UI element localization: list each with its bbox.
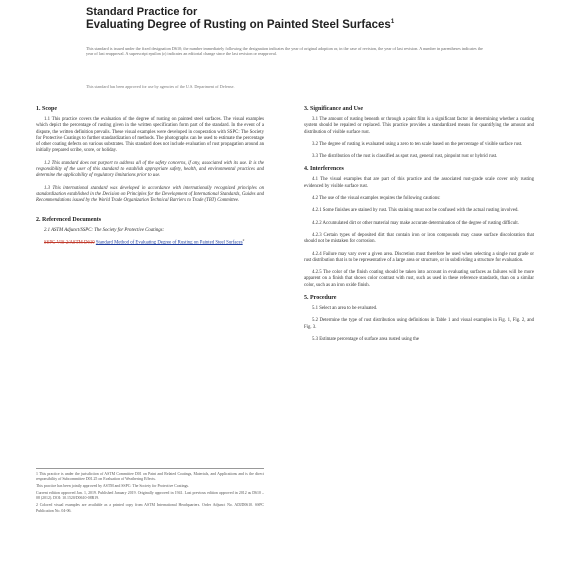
reference-2-1: 2.1 ASTM Adjunct/SSPC: The Society for Protective Coatings: xyxy=(44,227,165,233)
paragraph-5-1: 5.1 Select an area to be evaluated. xyxy=(312,306,378,312)
footnote-1: 1 This practice is under the jurisdiction of ASTM Committee D01 on Paint and Related Coatings, Materials, and Applications and is the direct responsibility of Subcommittee D01.25 on Evaluation of Weathering Effects. xyxy=(36,472,264,482)
paragraph-4-2-4: 4.2.4 Failure may vary over a given area. Discretion must therefore be used when selecting a single rust grade or rust distribution that is to be representative of a large area or structure, or in subdividing a structure for evaluation. xyxy=(304,251,534,263)
paragraph-4-2-3: 4.2.3 Certain types of deposited dirt that contain iron or iron compounds may cause surface discoloration that should not be mistaken for corrosion. xyxy=(304,232,534,245)
footnotes xyxy=(36,468,264,516)
footnote-2: 2 Colored visual examples are available as a printed copy from ASTM International Headquarters. Order Adjunct No. ADJD0610. SSPC Publication No. 04-06. xyxy=(36,503,264,513)
document-title xyxy=(86,19,394,31)
footnote-edition: Current edition approved Jan. 1, 2019. Published January 2019. Originally approved in 1941. Last previous edition approved in 2012 as D610 – 08 (2012). DOI: 10.1520/D0610-08R19. xyxy=(36,491,264,501)
title-text: Evaluating Degree of Rusting on Painted Steel Surfaces xyxy=(86,19,391,31)
reference-entry xyxy=(36,237,264,247)
section-heading-significance: 3. Significance and Use xyxy=(304,106,364,112)
title-footnote-marker: 1 xyxy=(390,19,395,26)
reference-footnote-marker: 2 xyxy=(242,237,245,242)
title-line-1: Standard Practice for xyxy=(86,6,198,18)
paragraph-4-2: 4.2 The use of the visual examples requires the following cautions: xyxy=(312,196,441,202)
section-heading-referenced-documents: 2. Referenced Documents xyxy=(36,216,102,223)
paragraph-1-3: 1.3 This international standard was developed in accordance with internationally recognized principles on standardization established in the Decision on Principles for the Development of International Standards, Guides and Recommendations issued by the World Trade Organization Technical Barriers to Trade (TBT) Committee. xyxy=(36,185,264,204)
section-heading-scope: 1. Scope xyxy=(36,106,57,112)
paragraph-1-2: 1.2 This standard does not purport to address all of the safety concerns, if any, associated with its use. It is the responsibility of the user of this standard to establish appropriate safety, health, and environmental practices and determine the applicability of regulatory limitations prior to use. xyxy=(36,160,264,179)
section-heading-interferences: 4. Interferences xyxy=(304,166,344,173)
reference-link[interactable]: Standard Method of Evaluating Degree of Rusting on Painted Steel Surfaces xyxy=(95,240,243,246)
paragraph-4-1: 4.1 The visual examples that are part of this practice and the associated rust-grade scale cover only rusting evidenced by visible surface rust. xyxy=(304,177,534,189)
right-column xyxy=(304,106,534,349)
paragraph-5-3: 5.3 Estimate percentage of surface area rusted using the xyxy=(312,336,419,342)
left-column xyxy=(36,106,264,250)
dod-approval-note: This standard has been approved for use by agencies of the U.S. Department of Defense. xyxy=(86,84,235,89)
paragraph-1-1: 1.1 This practice covers the evaluation of the degree of rusting on painted steel surfaces. The visual examples which depict the percentage of rusting given in the written specification form part of the standard. In the event of a dispute, the written definition prevails. These visual examples were developed in cooperation with SSPC: The Society for Protective Coatings to further standardization of methods. The photographs can be used to estimate the percentage of other coating defects on various substrates. This standard does not include evaluation of rust propagation around an initially prepared scribe, score, or holiday. xyxy=(36,117,264,154)
paragraph-3-3: 3.3 The distribution of the rust is classified as spot rust, general rust, pinpoint rust or hybrid rust. xyxy=(312,154,498,160)
designation-notice: This standard is issued under the fixed designation D610; the number immediately following the designation indicates the year of original adoption or, in the case of revision, the year of last revision. A number in parentheses indicates the year of last reapproval. A superscript epsilon (ε) indicates an editorial change since the last revision or reapproval. xyxy=(86,46,483,57)
paragraph-4-2-2: 4.2.2 Accumulated dirt or other material may make accurate determination of the degree of rusting difficult. xyxy=(312,220,519,226)
footnote-joint-approval: This practice has been jointly approved by ASTM and SSPC: The Society for Protective Coatings. xyxy=(36,484,190,489)
paragraph-4-2-5: 4.2.5 The color of the finish coating should be taken into account in evaluating surfaces as failures will be more apparent on a finish that shows color contrast with rust, such as used in these reference standards, than on a similar color, such as an iron oxide finish. xyxy=(304,270,534,288)
paragraph-3-1: 3.1 The amount of rusting beneath or through a paint film is a significant factor in determining whether a coating system should be repaired or replaced. This practice provides a standardized means for quantifying the amount and distribution of visible surface rust. xyxy=(304,117,534,135)
deleted-designation: SSPC-VIS 2/ASTM D610 xyxy=(44,240,95,246)
paragraph-5-2: 5.2 Determine the type of rust distribution using definitions in Table 1 and visual examples in Fig. 1, Fig. 2, and Fig. 3. xyxy=(304,318,534,330)
paragraph-3-2: 3.2 The degree of rusting is evaluated using a zero to ten scale based on the percentage of visible surface rust. xyxy=(312,141,523,147)
section-heading-procedure: 5. Procedure xyxy=(304,295,337,302)
paragraph-4-2-1: 4.2.1 Some finishes are stained by rust. This staining must not be confused with the actual rusting involved. xyxy=(312,208,519,214)
